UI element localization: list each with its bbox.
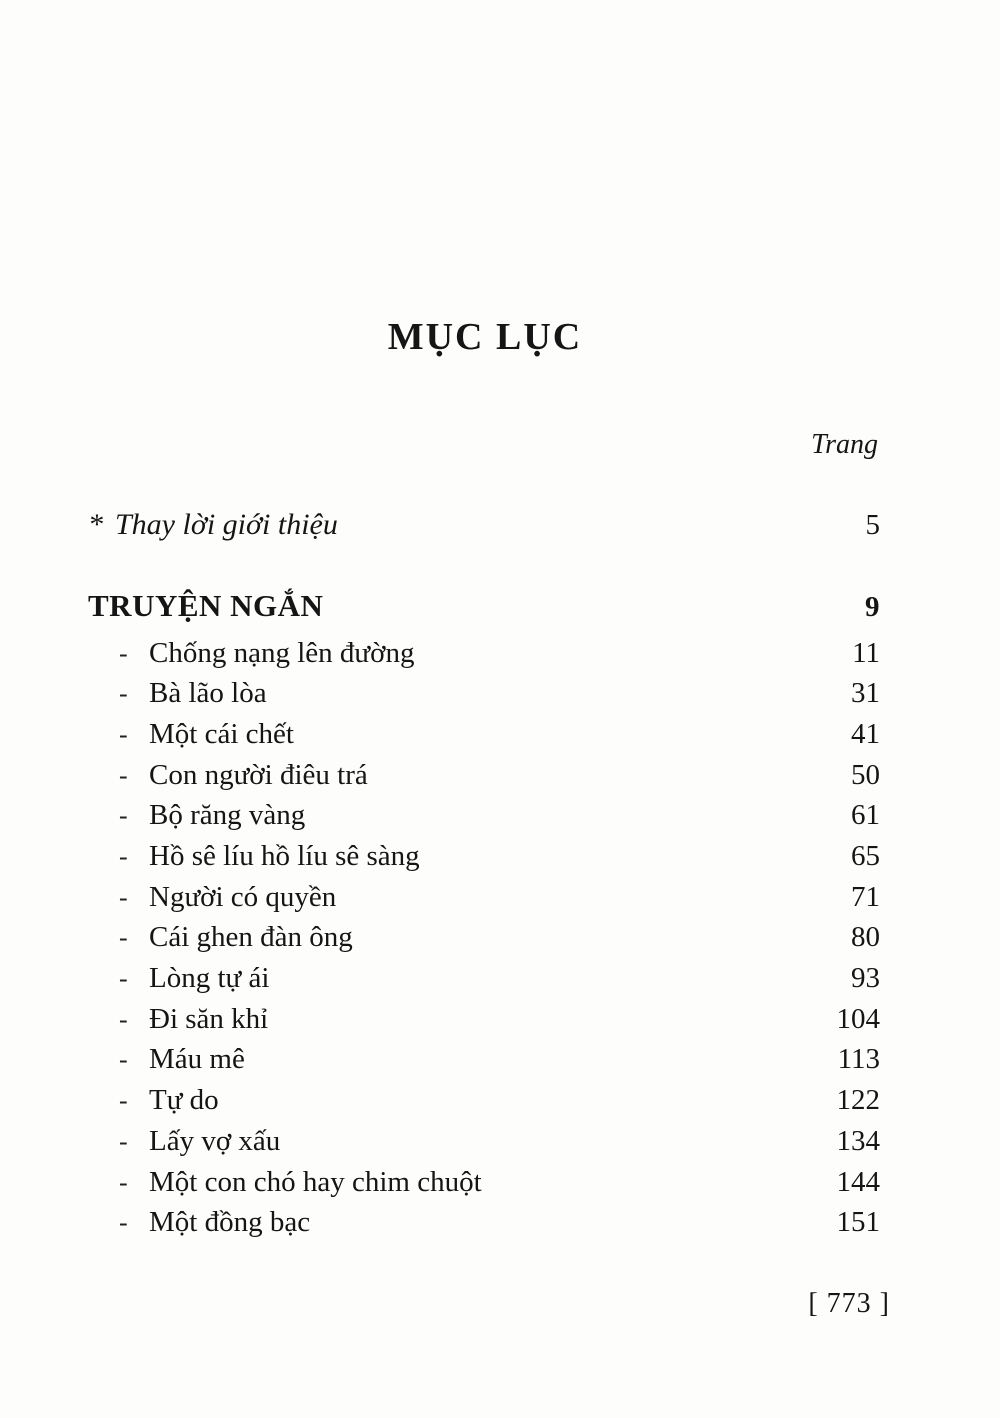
toc-entry [88,795,880,836]
entry-page: 65 [851,840,880,873]
entry-title: Hồ sê líu hồ líu sê sàng [149,840,420,873]
entry-title: Bộ răng vàng [149,799,306,832]
dash-bullet: - [119,1126,128,1156]
entry-page: 11 [852,636,880,669]
entry-title: Máu mê [149,1043,245,1076]
toc-entry [88,755,880,796]
entry-title: Một đồng bạc [149,1206,311,1239]
page-column-header: Trang [811,429,878,460]
dash-bullet: - [119,1167,128,1197]
toc-entry [88,1202,880,1243]
toc-entry [88,714,880,755]
section-entry-page: 9 [865,590,880,623]
dash-bullet: - [119,964,128,994]
toc-entry [88,958,880,999]
entry-title: Con người điêu trá [149,758,368,791]
dash-bullet: - [119,679,128,709]
asterisk-marker: * [88,507,103,541]
toc-entry [88,633,880,674]
dash-bullet: - [119,760,128,790]
entry-page: 80 [851,921,880,954]
entry-title: Bà lão lòa [149,677,267,710]
entry-page: 144 [836,1165,880,1198]
entry-title: Chống nạng lên đường [149,636,415,669]
toc-intro-entry [88,507,880,543]
toc-entry [88,1080,880,1121]
dash-bullet: - [119,1208,128,1238]
toc-entry [88,1039,880,1080]
entry-page: 41 [851,717,880,750]
toc-entry [88,1121,880,1162]
entry-page: 104 [836,1002,880,1035]
toc-section-entry [88,587,880,625]
entry-title: Tự do [149,1084,219,1117]
entry-page: 71 [851,880,880,913]
dash-bullet: - [119,923,128,953]
toc-content [88,430,880,1243]
intro-entry-label: Thay lời giới thiệu [115,507,338,541]
entry-title: Một con chó hay chim chuột [149,1165,482,1198]
entry-title: Một cái chết [149,717,294,750]
dash-bullet: - [119,882,128,912]
entry-page: 151 [836,1206,880,1239]
entry-page: 93 [851,962,880,995]
toc-entry [88,917,880,958]
toc-entry [88,1162,880,1203]
entry-page: 31 [851,677,880,710]
section-entry-label: TRUYỆN NGẮN [88,587,324,623]
entry-page: 122 [836,1084,880,1117]
entry-title: Người có quyền [149,880,337,913]
toc-entry [88,999,880,1040]
entry-title: Lấy vợ xấu [149,1124,281,1157]
dash-bullet: - [119,1086,128,1116]
page-number-footer: [ 773 ] [808,1288,890,1319]
dash-bullet: - [119,1045,128,1075]
entry-page: 134 [836,1124,880,1157]
entry-title: Lòng tự ái [149,962,270,995]
entry-page: 61 [851,799,880,832]
toc-entry [88,877,880,918]
dash-bullet: - [119,638,128,668]
entry-title: Cái ghen đàn ông [149,921,353,954]
dash-bullet: - [119,842,128,872]
entry-page: 50 [851,758,880,791]
entry-page: 113 [837,1043,880,1076]
page-title: MỤC LỤC [387,316,583,358]
dash-bullet: - [119,719,128,749]
dash-bullet: - [119,1004,128,1034]
dash-bullet: - [119,801,128,831]
entry-title: Đi săn khỉ [149,1002,269,1035]
toc-list [88,633,880,1243]
intro-entry-page: 5 [865,508,880,541]
toc-entry [88,836,880,877]
toc-entry [88,673,880,714]
